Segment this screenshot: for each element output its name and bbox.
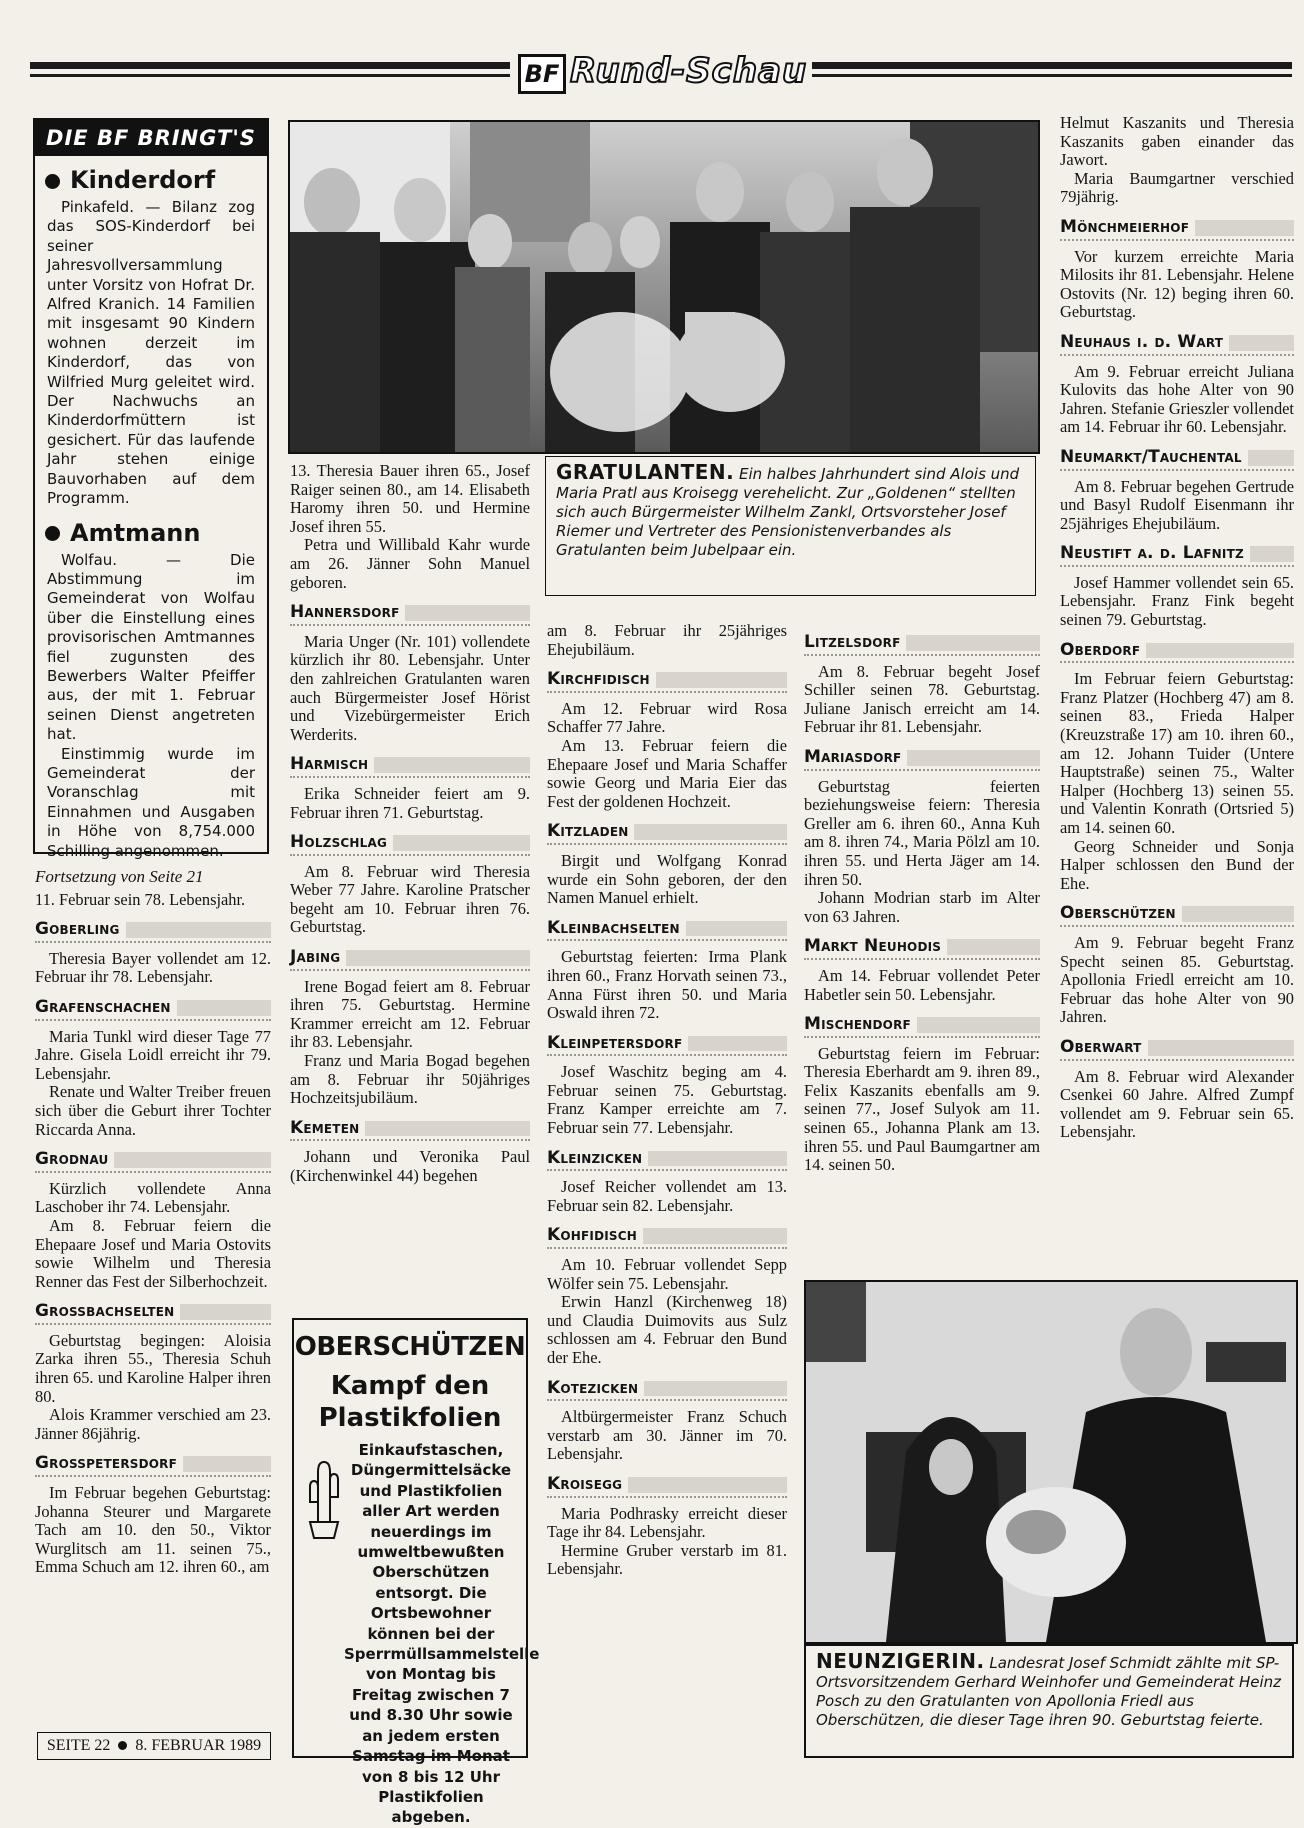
- logo-bf: BF: [518, 54, 566, 94]
- section-heading-text: Neustift a. d. Lafnitz: [1060, 543, 1250, 563]
- section-heading-text: Kleinzicken: [547, 1148, 648, 1168]
- box-title: OBERSCHÜTZEN: [294, 1332, 526, 1362]
- section-heading: [35, 996, 271, 1021]
- section-heading: [290, 831, 530, 856]
- section-paragraph: Am 14. Februar vollendet Peter Habetler sein 50. Lebensjahr.: [804, 965, 1040, 1004]
- cactus-icon: [304, 1452, 344, 1542]
- section-paragraph: Alois Krammer verschied am 23. Jänner 86jährig.: [35, 1405, 271, 1443]
- section-paragraph: Geburtstag feierten beziehungsweise feiern: Theresia Greller am 6. ihren 60., Anna Kuh am 8. ihren 74., Maria Pölzl am 10. ihren 55. und Herta Jäger am 14. ihren 50.: [804, 776, 1040, 889]
- section-paragraph: Josef Hammer vollendet sein 65. Lebensjahr. Franz Fink begeht seinen 79. Geburtstag.: [1060, 572, 1294, 630]
- kinderdorf-heading: Kinderdorf: [45, 166, 267, 194]
- col5-sections: [1060, 216, 1294, 1142]
- section-heading: [290, 1117, 530, 1142]
- section-heading: [547, 820, 787, 845]
- section-paragraph: Am 10. Februar vollendet Sepp Wölfer sein 75. Lebensjahr.: [547, 1255, 787, 1293]
- page-number: SEITE 22: [46, 1737, 111, 1754]
- continuation-note: Fortsetzung von Seite 21: [35, 867, 204, 886]
- section-heading-text: Hannersdorf: [290, 602, 405, 622]
- bullet-icon: [45, 174, 60, 189]
- section-heading-text: Oberwart: [1060, 1037, 1148, 1057]
- section-heading: [290, 601, 530, 626]
- section-heading: [547, 1032, 787, 1057]
- section-heading-text: Kemeten: [290, 1118, 365, 1138]
- section-heading-text: Kleinpetersdorf: [547, 1033, 688, 1053]
- section-heading-text: Oberdorf: [1060, 640, 1146, 660]
- section-heading-text: Holzschlag: [290, 832, 393, 852]
- section-heading-text: Litzelsdorf: [804, 632, 906, 652]
- col2-intro-2: Petra und Willibald Kahr wurde am 26. Jänner Sohn Manuel geboren.: [290, 535, 530, 592]
- section-heading-text: Mischendorf: [804, 1014, 917, 1034]
- section-paragraph: Am 9. Februar begeht Franz Specht seinen 85. Geburtstag. Apollonia Friedl erreicht am 10. Februar das hohe Alter von 90 Jahren.: [1060, 932, 1294, 1027]
- section-heading-text: Kleinbachselten: [547, 918, 686, 938]
- section-paragraph: Josef Waschitz beging am 4. Februar seinen 75. Geburtstag. Franz Kamper erreichte am 7. Februar sein 77. Lebensjahr.: [547, 1062, 787, 1138]
- section-paragraph: Am 12. Februar wird Rosa Schaffer 77 Jahre.: [547, 698, 787, 737]
- section-heading: [35, 1148, 271, 1173]
- section-heading: [804, 746, 1040, 771]
- section-paragraph: Geburtstag begingen: Aloisia Zarka ihren 55., Theresia Schuh ihren 65. und Karoline Halper ihren 80.: [35, 1330, 271, 1406]
- caption-title: GRATULANTEN.: [556, 460, 735, 484]
- section-paragraph: Erika Schneider feiert am 9. Februar ihren 71. Geburtstag.: [290, 783, 530, 822]
- section-paragraph: Am 13. Februar feiern die Ehepaare Josef und Maria Schaffer sowie Georg und Maria Eier das Fest der goldenen Hochzeit.: [547, 735, 787, 811]
- section-heading-text: Grosspetersdorf: [35, 1453, 183, 1473]
- col3-sections: [547, 668, 787, 1579]
- section-paragraph: Irene Bogad feiert am 8. Februar ihren 75. Geburtstag. Hermine Krammer erreicht am 12. Februar ihr 83. Lebensjahr.: [290, 976, 530, 1052]
- amtmann-text: Wolfau. — Die Abstimmung im Gemeinderat von Wolfau über die Einstellung eines provisorischen Amtmannes fiel zugunsten des Bewerbers Walter Pfeiffer aus, der mit 1. Februar seinen Dienst angetreten hat. Einstimmig wurde im Gemeinderat der Voranschlag mit Einnahmen und Ausgaben in Höhe von 8,754.000 Schilling angenommen.: [47, 550, 255, 860]
- photo-gratulanten: [288, 120, 1040, 454]
- section-heading: [35, 1300, 271, 1325]
- section-heading: [1060, 902, 1294, 927]
- col5-intro-1: Helmut Kaszanits und Theresia Kaszanits gaben einander das Jawort.: [1060, 113, 1294, 170]
- section-heading-text: Harmisch: [290, 754, 374, 774]
- section-heading-text: Kroisegg: [547, 1474, 628, 1494]
- section-paragraph: Am 8. Februar wird Alexander Csenkei 60 Jahre. Alfred Zumpf vollendet am 9. Februar sein 65. Lebensjahr.: [1060, 1066, 1294, 1142]
- caption-title-2: NEUNZIGERIN.: [816, 1649, 985, 1673]
- section-paragraph: Georg Schneider und Sonja Halper schlossen den Bund der Ehe.: [1060, 836, 1294, 893]
- box-headline: Kampf den Plastikfolien: [318, 1371, 502, 1433]
- col4-sections: [804, 631, 1040, 1175]
- section-heading-text: Mariasdorf: [804, 747, 907, 767]
- section-paragraph: Am 8. Februar begeht Josef Schiller seinen 78. Geburtstag. Juliane Janisch erreicht am 14. Februar ihr 81. Lebensjahr.: [804, 661, 1040, 737]
- col2-intro-1: 13. Theresia Bauer ihren 65., Josef Raiger seinen 80., am 14. Elisabeth Haromy ihren 50. und Hermine Josef ihren 55.: [290, 461, 530, 536]
- section-paragraph: Hermine Gruber verstarb im 81. Lebensjahr.: [547, 1540, 787, 1579]
- neunzigerin-photo-image: [806, 1282, 1296, 1642]
- kinderdorf-text: Pinkafeld. — Bilanz zog das SOS-Kinderdorf bei seiner Jahresvollversammlung unter Vorsitz von Hofrat Dr. Alfred Kranich. 14 Familien mit insgesamt 90 Kindern wohnen derzeit im Kinderdorf, das von Wilfried Murg geleitet wird. Der Nachwuchs an Kinderdorfmüttern ist gesichert. Für das laufende Jahr stehen einige Bauvorhaben auf dem Programm.: [47, 198, 255, 508]
- page-footer: [37, 1732, 271, 1760]
- section-heading-text: Jabing: [290, 947, 346, 967]
- bf-bringts-box: [33, 118, 269, 860]
- section-heading-text: Oberschützen: [1060, 903, 1182, 923]
- section-heading: [804, 1013, 1040, 1038]
- section-paragraph: Im Februar begehen Geburtstag: Johanna Steurer und Margarete Tach am 10. den 50., Viktor Wurglitsch am 11. seinen 75., Emma Schuch am 12. ihren 60., am: [35, 1483, 271, 1577]
- col1-intro: 11. Februar sein 78. Lebensjahr.: [35, 889, 246, 909]
- header-logo: [518, 52, 808, 92]
- section-paragraph: Josef Reicher vollendet am 13. Februar sein 82. Lebensjahr.: [547, 1177, 787, 1215]
- section-heading: [547, 1147, 787, 1172]
- section-paragraph: Johann und Veronika Paul (Kirchenwinkel 44) begehen: [290, 1147, 530, 1185]
- section-paragraph: Johann Modrian starb im Alter von 63 Jahren.: [804, 888, 1040, 926]
- section-heading: [1060, 446, 1294, 471]
- section-heading: [804, 631, 1040, 656]
- section-paragraph: Maria Tunkl wird dieser Tage 77 Jahre. Gisela Loidl erreicht ihr 79. Lebensjahr.: [35, 1026, 271, 1083]
- column-5: [1060, 114, 1294, 1142]
- section-heading: [35, 1452, 271, 1477]
- section-paragraph: Am 9. Februar erreicht Juliana Kulovits das hohe Alter von 90 Jahren. Stefanie Grieszler vollendet am 14. Februar ihr 60. Lebensjahr.: [1060, 361, 1294, 437]
- section-heading: [547, 917, 787, 942]
- section-heading: [1060, 639, 1294, 664]
- section-paragraph: Franz und Maria Bogad begehen am 8. Februar ihr 50jähriges Hochzeitsjubiläum.: [290, 1051, 530, 1108]
- section-heading: [1060, 1036, 1294, 1061]
- header-rule-right-thin: [812, 74, 1292, 77]
- column-4: [804, 622, 1040, 1175]
- col2-sections: [290, 601, 530, 1185]
- section-heading: [547, 668, 787, 693]
- caption-neunzigerin: [804, 1644, 1294, 1758]
- page-date: 8. FEBRUAR 1989: [135, 1737, 262, 1754]
- section-heading-text: Grossbachselten: [35, 1301, 180, 1321]
- section-paragraph: Maria Unger (Nr. 101) vollendete kürzlich ihr 80. Lebensjahr. Unter den zahlreichen Gratulanten waren auch Bürgermeister Josef Hörist und Vizebürgermeister Erich Werderits.: [290, 631, 530, 744]
- section-heading: [1060, 216, 1294, 241]
- section-paragraph: Birgit und Wolfgang Konrad wurde ein Sohn geboren, der den Namen Manuel erhielt.: [547, 850, 787, 908]
- section-heading: [1060, 331, 1294, 356]
- caption-gratulanten: [545, 456, 1036, 596]
- section-heading-text: Kitzladen: [547, 821, 634, 841]
- section-paragraph: Kürzlich vollendete Anna Laschober ihr 74. Lebensjahr.: [35, 1178, 271, 1217]
- header-rule-left-thick: [30, 62, 510, 69]
- section-heading: [804, 935, 1040, 960]
- section-paragraph: Geburtstag feierten: Irma Plank ihren 60., Franz Horvath seinen 73., Anna Fürst ihren 50. und Maria Oswald ihren 72.: [547, 947, 787, 1023]
- section-heading-text: Grafenschachen: [35, 997, 177, 1017]
- section-paragraph: Renate und Walter Treiber freuen sich über die Geburt ihrer Tochter Riccarda Anna.: [35, 1082, 271, 1139]
- footer-bullet-icon: [118, 1741, 127, 1750]
- section-heading-text: Neuhaus i. d. Wart: [1060, 332, 1229, 352]
- section-heading: [290, 753, 530, 778]
- section-paragraph: Theresia Bayer vollendet am 12. Februar ihr 78. Lebensjahr.: [35, 948, 271, 987]
- column-3: [547, 622, 787, 1579]
- section-heading: [1060, 542, 1294, 567]
- section-heading-text: Mönchmeierhof: [1060, 217, 1195, 237]
- section-heading-text: Markt Neuhodis: [804, 936, 947, 956]
- section-paragraph: Erwin Hanzl (Kirchenweg 18) und Claudia Duimovits aus Sulz schlossen am 4. Februar den Bund der Ehe.: [547, 1292, 787, 1367]
- section-paragraph: Am 8. Februar feiern die Ehepaare Josef und Maria Ostovits sowie Wilhelm und Theresia Renner das Fest der Silberhochzeit.: [35, 1215, 271, 1291]
- section-heading: [547, 1473, 787, 1498]
- header-rule-right-thick: [812, 62, 1292, 69]
- amtmann-heading: Amtmann: [45, 519, 267, 547]
- section-paragraph: Maria Podhrasky erreicht dieser Tage ihr 84. Lebensjahr.: [547, 1503, 787, 1542]
- section-heading-text: Kotezicken: [547, 1378, 644, 1398]
- section-heading-text: Kirchfidisch: [547, 669, 656, 689]
- bullet-icon: [45, 526, 60, 541]
- section-heading: [290, 946, 530, 971]
- section-heading: [35, 918, 271, 943]
- box-banner: DIE BF BRINGT'S: [35, 120, 267, 156]
- section-paragraph: Geburtstag feiern im Februar: Theresia Eberhardt am 9. ihren 89., Felix Kaszanits ebenfalls am 9. seinen 77., Josef Sulyok am 11. seinen 65., Johanna Plank am 13. ihren 55. und Paul Baumgartner am 14. seinen 50.: [804, 1043, 1040, 1175]
- section-heading-text: Neumarkt/Tauchental: [1060, 447, 1248, 467]
- oberschuetzen-box: [292, 1318, 540, 1827]
- section-heading: [547, 1377, 787, 1402]
- section-paragraph: Vor kurzem erreichte Maria Milosits ihr 81. Lebensjahr. Helene Ostovits (Nr. 12) beging ihren 60. Geburtstag.: [1060, 246, 1294, 322]
- caption-text: Ein halbes Jahrhundert sind Alois und Maria Pratl aus Kroisegg verehelicht. Zur „Goldenen“ stellten sich auch Bürgermeister Wilhelm Zankl, Ortsvorsteher Josef Riemer und Vertreter des Pensionistenverbandes als Gratulanten beim Jubelpaar ein.: [556, 465, 1020, 559]
- section-heading-text: Goberling: [35, 919, 126, 939]
- group-photo-image: [290, 122, 1038, 452]
- section-paragraph: Am 8. Februar begehen Gertrude und Basyl Rudolf Eisenmann ihr 25jähriges Ehejubiläum.: [1060, 476, 1294, 533]
- caption-text-2: Landesrat Josef Schmidt zählte mit SP-Ortsvorsitzendem Gerhard Weinhofer und Gemeinderat Heinz Posch zu den Gratulanten von Apollonia Friedl aus Oberschützen, die dieser Tage ihren 90. Geburtstag feierte.: [816, 1654, 1282, 1729]
- col1-sections: [35, 918, 271, 1577]
- section-paragraph: Am 8. Februar wird Theresia Weber 77 Jahre. Karoline Pratscher begeht am 10. Februar ihren 76. Geburtstag.: [290, 861, 530, 937]
- column-2: [290, 462, 530, 1186]
- logo-title: Rund-Schau: [570, 51, 808, 91]
- col3-intro: am 8. Februar ihr 25jähriges Ehejubiläum.: [547, 621, 787, 659]
- section-heading-text: Kohfidisch: [547, 1225, 643, 1245]
- section-paragraph: Im Februar feiern Geburtstag: Franz Platzer (Hochberg 47) am 8. seinen 83., Frieda Halper (Kreuzstraße 17) am 10. ihren 60., am 12. Johann Tuider (Untere Hauptstraße) seinen 75., Walter Halper (Hochberg 13) seinen 55. und Valentin Konrath (Ortsried 5) am 14. seinen 60.: [1060, 669, 1294, 837]
- header-rule-left-thin: [30, 74, 510, 77]
- section-heading: [547, 1224, 787, 1249]
- col5-intro-2: Maria Baumgartner verschied 79jährig.: [1060, 168, 1294, 207]
- section-heading-text: Grodnau: [35, 1149, 114, 1169]
- photo-neunzigerin: [804, 1280, 1298, 1644]
- column-1: [35, 868, 271, 1577]
- section-paragraph: Altbürgermeister Franz Schuch verstarb am 30. Jänner im 70. Lebensjahr.: [547, 1407, 787, 1464]
- box-text: Einkaufstaschen, Düngermittelsäcke und Plastikfolien aller Art werden neuerdings im umweltbewußten Oberschützen entsorgt. Die Ortsbewohner können bei der Sperrmüllsammelstelle von Montag bis Freitag zwischen 7 und 8.30 Uhr sowie an jedem ersten Samstag im Monat von 8 bis 12 Uhr Plastikfolien abgeben.: [344, 1441, 540, 1827]
